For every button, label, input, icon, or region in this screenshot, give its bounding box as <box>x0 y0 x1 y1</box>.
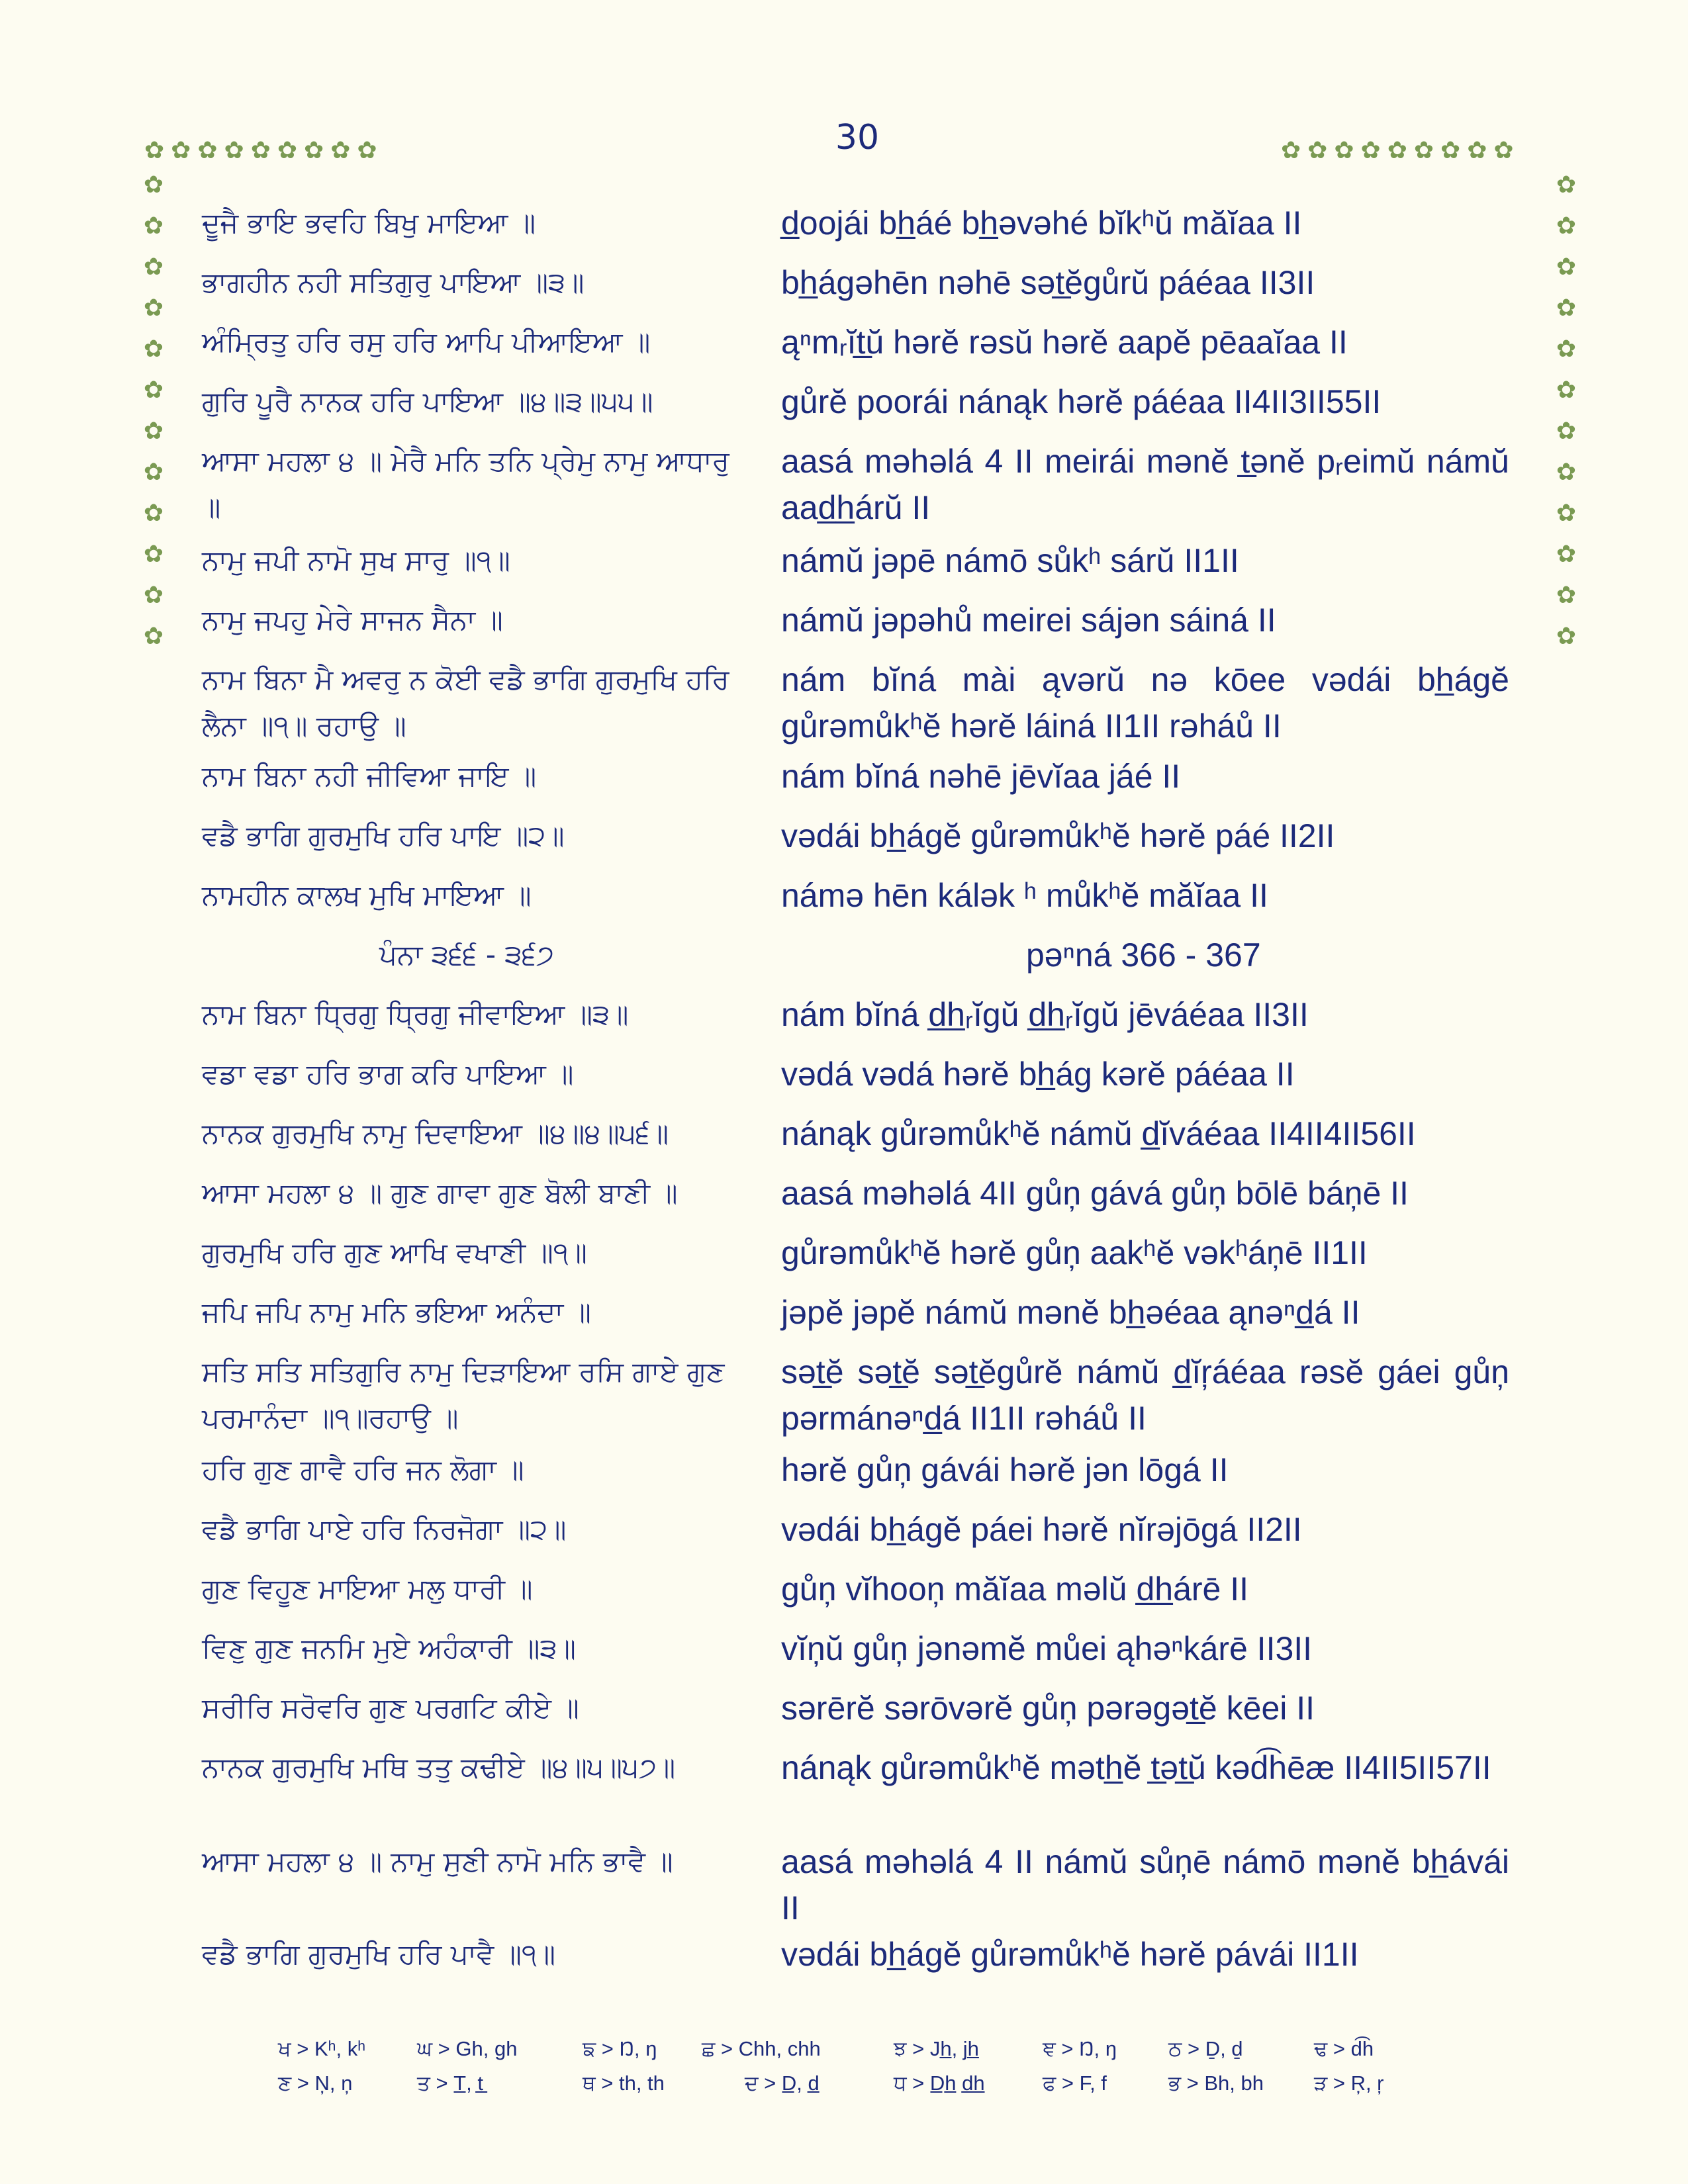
transliteration-text: hərĕ gůņ gávái hərĕ jən lōgá II <box>781 1451 1229 1488</box>
transliteration-text: sət̲ĕ sət̲ĕ sət̲ĕgůrĕ námŭ d̲ĭŗáéaa rəsĕ gáei gůņ pərmánəⁿd̲á II1II rəháů II <box>781 1353 1509 1437</box>
transliteration-text: nám bĭná nəhē jēvĭaa jáé II <box>781 758 1181 795</box>
gurmukhi-text: ਨਾਮ ਬਿਨਾ ਮੈ ਅਵਰੁ ਨ ਕੋਈ ਵਡੈ ਭਾਗਿ ਗੁਰਮੁਖਿ ਹਰਿ ਲੈਨਾ ॥੧॥ ਰਹਾਉ ॥ <box>202 663 729 742</box>
transliteration-text: gůņ vĭhooņ măĭaa məlŭ d̲h̲árē II <box>781 1570 1249 1608</box>
gurmukhi-text: ਅੰਮ੍ਰਿਤੁ ਹਰਿ ਰਸੁ ਹਰਿ ਆਪਿ ਪੀਆਇਆ ॥ <box>202 326 651 358</box>
gurmukhi-text: ਨਾਨਕ ਗੁਰਮੁਖਿ ਨਾਮੁ ਦਿਵਾਇਆ ॥੪॥੪॥੫੬॥ <box>202 1117 669 1150</box>
transliteration-text: aasá məhəlá 4II gůņ gává gůņ bōlē báņē II <box>781 1175 1409 1212</box>
flower-icon: ✿ <box>1467 137 1494 164</box>
legend-entry: ਦ > D̲, d̲ <box>745 2071 820 2095</box>
transliteration-text: vədái bh̲ágĕ páei hərĕ nĭrəjōgá II2II <box>781 1511 1302 1548</box>
flower-icon: ✿ <box>1360 137 1387 164</box>
gurmukhi-text: ਦੂਜੈ ਭਾਇ ਭਵਹਿ ਬਿਖੁ ਮਾਇਆ ॥ <box>202 206 536 239</box>
flower-icon: ✿ <box>171 137 198 164</box>
gurmukhi-text: ਸਤਿ ਸਤਿ ਸਤਿਗੁਰਿ ਨਾਮੁ ਦਿੜਾਇਆ ਰਸਿ ਗਾਏ ਗੁਣ ਪਰਮਾਨੰਦਾ ॥੧॥ਰਹਾਉ ॥ <box>202 1355 725 1434</box>
gurmukhi-text: ਨਾਮੁ ਜਪਹੁ ਮੇਰੇ ਸਾਜਨ ਸੈਨਾ ॥ <box>202 604 503 636</box>
flower-icon: ✿ <box>143 623 164 650</box>
flower-icon: ✿ <box>143 336 164 363</box>
flower-icon: ✿ <box>1556 253 1577 281</box>
transliteration-text: nánąk gůrəmůkʰĕ námŭ d̲ĭváéaa II4II4II56II <box>781 1115 1416 1152</box>
flower-icon: ✿ <box>1556 623 1577 650</box>
legend-entry: ਫ > F, f <box>1043 2071 1107 2095</box>
flower-icon: ✿ <box>143 500 164 527</box>
transliteration-text: ąⁿmᵣĭt̲ŭ hərĕ rəsŭ hərĕ aapĕ pēaaĭaa II <box>781 324 1348 361</box>
ornament-border-top-right <box>1281 139 1521 163</box>
gurmukhi-text: ਹਰਿ ਗੁਣ ਗਾਵੈ ਹਰਿ ਜਨ ਲੋਗਾ ॥ <box>202 1453 524 1486</box>
flower-icon: ✿ <box>1281 137 1308 164</box>
ornament-border-right <box>1552 173 1581 666</box>
flower-icon: ✿ <box>1556 377 1577 404</box>
gurmukhi-text: ਭਾਗਹੀਨ ਨਹੀ ਸਤਿਗੁਰੁ ਪਾਇਆ ॥੩॥ <box>202 266 585 298</box>
legend-entry: ਛ > Chh, chh <box>702 2037 821 2060</box>
legend-entry: ੜ > Ŗ, ŗ <box>1314 2071 1384 2095</box>
transliteration-text: námə hēn kálək ʰ můkʰĕ măĭaa II <box>781 877 1268 914</box>
gurmukhi-text: ਪੰਨਾ ੩੬੬ - ੩੬੭ <box>379 938 555 971</box>
flower-icon: ✿ <box>224 137 251 164</box>
transliteration-text: bh̲ágəhēn nəhē sət̲ĕgůrŭ páéaa II3II <box>781 264 1315 301</box>
flower-icon: ✿ <box>1556 459 1577 486</box>
transliteration-text: gůrəmůkʰĕ hərĕ gůņ aakʰĕ vəkʰáņē II1II <box>781 1234 1368 1271</box>
legend-entry: ਖ > Kʰ, kʰ <box>278 2037 366 2060</box>
legend-entry: ਘ > Gh, gh <box>417 2037 518 2060</box>
flower-icon: ✿ <box>143 418 164 445</box>
page-number: 30 <box>835 118 880 158</box>
gurmukhi-text: ਨਾਮੁ ਜਪੀ ਨਾਮੋ ਸੁਖ ਸਾਰੁ ॥੧॥ <box>202 544 510 576</box>
transliteration-text: sərērĕ sərōvərĕ gůņ pərəgət̲ĕ kēei II <box>781 1690 1315 1727</box>
transliteration-text: vədái bh̲ágĕ gůrəmůkʰĕ hərĕ pávái II1II <box>781 1936 1359 1973</box>
flower-icon: ✿ <box>144 137 171 164</box>
legend-entry: ਤ > T̲, t̲ <box>417 2071 483 2095</box>
legend-entry: ਢ > d͡h <box>1314 2037 1374 2060</box>
transliteration-text: pəⁿná 366 - 367 <box>1026 936 1261 974</box>
flower-icon: ✿ <box>1556 582 1577 609</box>
transliteration-legend <box>278 2037 1443 2106</box>
flower-icon: ✿ <box>1556 500 1577 527</box>
legend-entry: ਝ > Jh̲, jh̲ <box>894 2037 979 2060</box>
gurmukhi-text: ਵਡੈ ਭਾਗਿ ਗੁਰਮੁਖਿ ਹਰਿ ਪਾਵੈ ॥੧॥ <box>202 1938 556 1970</box>
flower-icon: ✿ <box>1556 336 1577 363</box>
flower-icon: ✿ <box>357 137 384 164</box>
gurmukhi-text: ਨਾਮ ਬਿਨਾ ਧ੍ਰਿਗੁ ਧ੍ਰਿਗੁ ਜੀਵਾਇਆ ॥੩॥ <box>202 998 629 1030</box>
flower-icon: ✿ <box>1413 137 1441 164</box>
transliteration-text: aasá məhəlá 4 II meirái mənĕ t̲ənĕ pᵣeimŭ námŭ aad̲h̲árŭ II <box>781 443 1509 526</box>
legend-entry: ਠ > Ḏ, ḏ <box>1168 2037 1243 2060</box>
flower-icon: ✿ <box>277 137 305 164</box>
flower-icon: ✿ <box>143 541 164 568</box>
gurmukhi-text: ਨਾਮ ਬਿਨਾ ਨਹੀ ਜੀਵਿਆ ਜਾਇ ॥ <box>202 760 537 792</box>
gurmukhi-text: ਗੁਰਮੁਖਿ ਹਰਿ ਗੁਣ ਆਖਿ ਵਖਾਣੀ ॥੧॥ <box>202 1236 587 1269</box>
flower-icon: ✿ <box>1556 171 1577 199</box>
flower-icon: ✿ <box>1556 212 1577 240</box>
flower-icon: ✿ <box>1556 541 1577 568</box>
flower-icon: ✿ <box>1307 137 1335 164</box>
flower-icon: ✿ <box>1440 137 1468 164</box>
gurmukhi-text: ਵਡੈ ਭਾਗਿ ਗੁਰਮੁਖਿ ਹਰਿ ਪਾਇ ॥੨॥ <box>202 819 565 852</box>
transliteration-text: vədái bh̲ágĕ gůrəmůkʰĕ hərĕ páé II2II <box>781 817 1335 854</box>
flower-icon: ✿ <box>143 295 164 322</box>
flower-icon: ✿ <box>330 137 357 164</box>
gurmukhi-text: ਨਾਮਹੀਨ ਕਾਲਖ ਮੁਖਿ ਮਾਇਆ ॥ <box>202 879 532 911</box>
flower-icon: ✿ <box>250 137 277 164</box>
transliteration-text: d̲oojái bh̲áé bh̲əvəhé bĭkʰŭ măĭaa II <box>781 205 1302 242</box>
gurmukhi-text: ਵਡੈ ਭਾਗਿ ਪਾਏ ਹਰਿ ਨਿਰਜੋਗਾ ॥੨॥ <box>202 1513 567 1545</box>
transliteration-text: vədá vədá hərĕ bh̲ág kərĕ páéaa II <box>781 1056 1295 1093</box>
ornament-border-left <box>139 173 168 666</box>
flower-icon: ✿ <box>197 137 224 164</box>
legend-row <box>278 2071 1443 2106</box>
transliteration-text: aasá məhəlá 4 II námŭ sůņē námō mənĕ bh̲ávái II <box>781 1843 1509 1927</box>
gurmukhi-text: ਆਸਾ ਮਹਲਾ ੪ ॥ ਮੇਰੈ ਮਨਿ ਤਨਿ ਪ੍ਰੇਮੁ ਨਾਮੁ ਆਧਾਰੁ ॥ <box>202 445 729 523</box>
transliteration-text: vĭņŭ gůņ jənəmĕ můei ąhəⁿkárē II3II <box>781 1630 1313 1667</box>
flower-icon: ✿ <box>1556 295 1577 322</box>
gurmukhi-text: ਵਡਾ ਵਡਾ ਹਰਿ ਭਾਗ ਕਰਿ ਪਾਇਆ ॥ <box>202 1058 574 1090</box>
transliteration-text: gůrĕ poorái nánąk hərĕ páéaa II4II3II55II <box>781 383 1382 420</box>
transliteration-text: námŭ jəpəhů meirei sájən sáiná II <box>781 602 1276 639</box>
legend-entry: ਧ > D̲h̲ d̲h̲ <box>894 2071 985 2095</box>
ornament-border-top-left <box>144 139 384 163</box>
flower-icon: ✿ <box>143 212 164 240</box>
legend-entry: ਞ > Ŋ, ŋ <box>1043 2037 1117 2060</box>
flower-icon: ✿ <box>1387 137 1414 164</box>
flower-icon: ✿ <box>1493 137 1521 164</box>
flower-icon: ✿ <box>143 582 164 609</box>
gurmukhi-text: ਆਸਾ ਮਹਲਾ ੪ ॥ ਨਾਮੁ ਸੁਣੀ ਨਾਮੋ ਮਨਿ ਭਾਵੈ ॥ <box>202 1845 673 1878</box>
flower-icon: ✿ <box>143 171 164 199</box>
transliteration-text: námŭ jəpē námō sůkʰ sárŭ II1II <box>781 542 1239 579</box>
gurmukhi-text: ਨਾਨਕ ਗੁਰਮੁਖਿ ਮਥਿ ਤਤੁ ਕਢੀਏ ॥੪॥੫॥੫੭॥ <box>202 1751 676 1784</box>
gurmukhi-text: ਵਿਣੁ ਗੁਣ ਜਨਮਿ ਮੁਏ ਅਹੰਕਾਰੀ ॥੩॥ <box>202 1632 576 1664</box>
flower-icon: ✿ <box>304 137 331 164</box>
legend-entry: ਙ > Ŋ, ŋ <box>583 2037 657 2060</box>
transliteration-text: nánąk gůrəmůkʰĕ məth̲ĕ t̲ət̲ŭ kəd͡hēæ II4II5II57II <box>781 1749 1491 1786</box>
flower-icon: ✿ <box>143 459 164 486</box>
legend-row <box>278 2037 1443 2071</box>
gurmukhi-text: ਸਰੀਰਿ ਸਰੋਵਰਿ ਗੁਣ ਪਰਗਟਿ ਕੀਏ ॥ <box>202 1692 579 1724</box>
gurmukhi-text: ਜਪਿ ਜਪਿ ਨਾਮੁ ਮਨਿ ਭਇਆ ਅਨੰਦਾ ॥ <box>202 1296 591 1328</box>
flower-icon: ✿ <box>1556 418 1577 445</box>
transliteration-text: nám bĭná d̲h̲ᵣĭgŭ d̲h̲ᵣĭgŭ jēváéaa II3II <box>781 996 1309 1033</box>
flower-icon: ✿ <box>1334 137 1361 164</box>
transliteration-text: nám bĭná mài ąvərŭ nə kōee vədái bh̲ágĕ gůrəmůkʰĕ hərĕ láiná II1II rəháů II <box>781 661 1509 745</box>
legend-entry: ਭ > Bh, bh <box>1168 2071 1264 2095</box>
transliteration-text: jəpĕ jəpĕ námŭ mənĕ bh̲əéaa ąnəⁿd̲á II <box>781 1294 1360 1331</box>
flower-icon: ✿ <box>143 253 164 281</box>
gurmukhi-text: ਗੁਰਿ ਪੂਰੈ ਨਾਨਕ ਹਰਿ ਪਾਇਆ ॥੪॥੩॥੫੫॥ <box>202 385 653 418</box>
legend-entry: ਥ > th, th <box>583 2071 665 2095</box>
gurmukhi-text: ਆਸਾ ਮਹਲਾ ੪ ॥ ਗੁਣ ਗਾਵਾ ਗੁਣ ਬੋਲੀ ਬਾਣੀ ॥ <box>202 1177 678 1209</box>
flower-icon: ✿ <box>143 377 164 404</box>
gurmukhi-text: ਗੁਣ ਵਿਹੂਣ ਮਾਇਆ ਮਲੁ ਧਾਰੀ ॥ <box>202 1572 533 1605</box>
legend-entry: ਣ > Ņ, ņ <box>278 2071 353 2095</box>
